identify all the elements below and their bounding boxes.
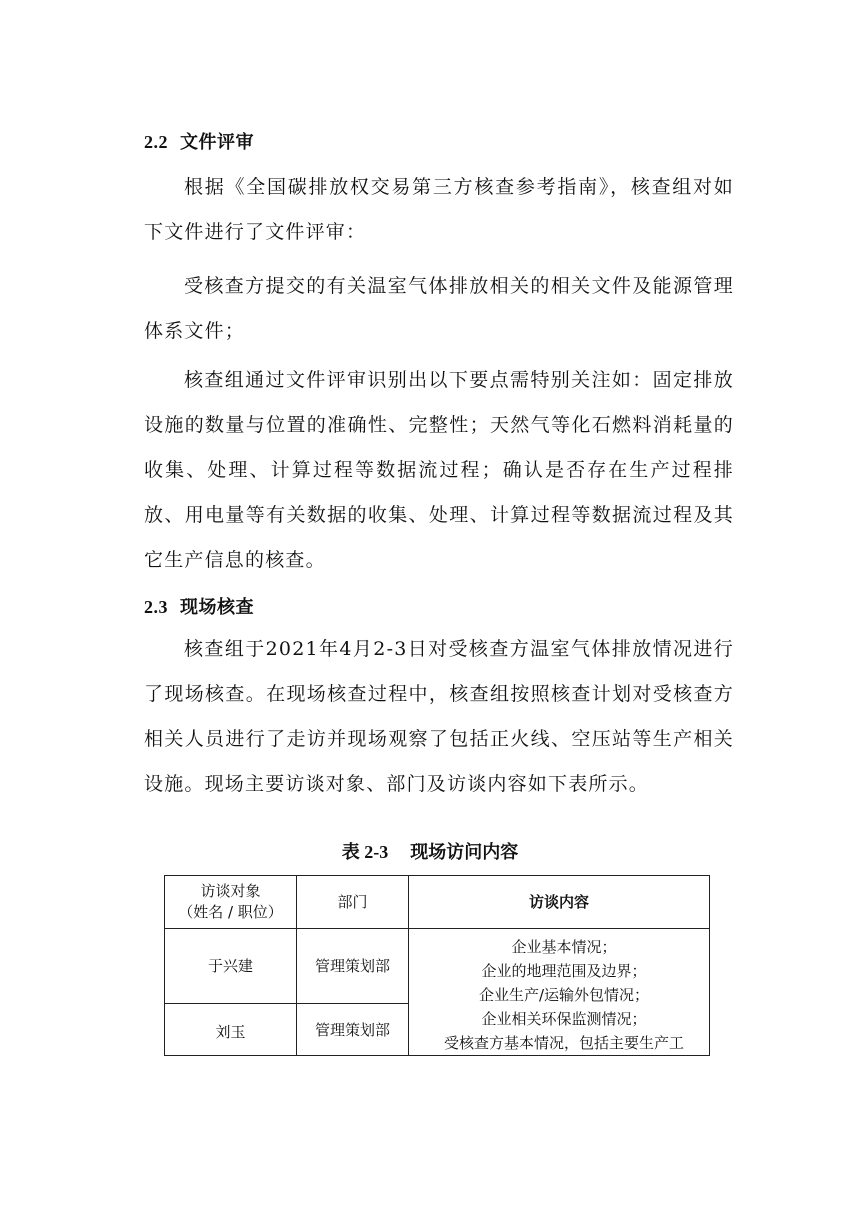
table-row [165, 929, 710, 1004]
table-number: 表 2-3 [341, 842, 389, 862]
table-title: 现场访问内容 [410, 842, 519, 863]
header-interviewee [165, 876, 297, 929]
header-line: （姓名 / 职位） [178, 903, 283, 921]
section-title: 现场核查 [180, 597, 254, 618]
table-header-row [165, 876, 710, 929]
cell-content [409, 929, 710, 1056]
section-number: 2.2 [144, 132, 168, 152]
content-line: 企业相关环保监测情况； [481, 1010, 647, 1028]
section-number: 2.3 [144, 597, 168, 617]
header-content: 访谈内容 [409, 876, 710, 929]
table-caption [0, 838, 860, 864]
content-line: 企业基本情况； [511, 938, 617, 956]
interview-table [164, 875, 710, 1056]
content-line: 受核查方基本情况，包括主要生产工 [443, 1034, 684, 1052]
paragraph: 受核查方提交的有关温室气体排放相关的相关文件及能源管理体系文件； [144, 275, 734, 342]
content-line: 企业的地理范围及边界； [481, 962, 647, 980]
section-heading-2-3 [144, 593, 254, 619]
cell-name: 刘玉 [165, 1003, 297, 1055]
header-line: 访谈对象 [200, 882, 261, 900]
cell-department: 管理策划部 [297, 929, 409, 1004]
paragraph: 根据《全国碳排放权交易第三方核查参考指南》，核查组对如下文件进行了文件评审： [144, 176, 734, 243]
paragraph: 核查组通过文件评审识别出以下要点需特别关注如：固定排放设施的数量与位置的准确性、完整性；天然气等化石燃料消耗量的收集、处理、计算过程等数据流过程；确认是否存在生产过程排放、用电量等有关数据的收集、处理、计算过程等数据流过程及其它生产信息的核查。 [144, 369, 734, 571]
content-line: 企业生产/运输外包情况； [478, 986, 650, 1004]
header-department: 部门 [297, 876, 409, 929]
paragraph: 核查组于2021年4月2-3日对受核查方温室气体排放情况进行了现场核查。在现场核查过程中，核查组按照核查计划对受核查方相关人员进行了走访并现场观察了包括正火线、空压站等生产相关设施。现场主要访谈对象、部门及访谈内容如下表所示。 [144, 638, 734, 795]
cell-name: 于兴建 [165, 929, 297, 1004]
cell-department: 管理策划部 [297, 1003, 409, 1055]
section-heading-2-2 [144, 128, 254, 154]
section-title: 文件评审 [180, 132, 254, 153]
